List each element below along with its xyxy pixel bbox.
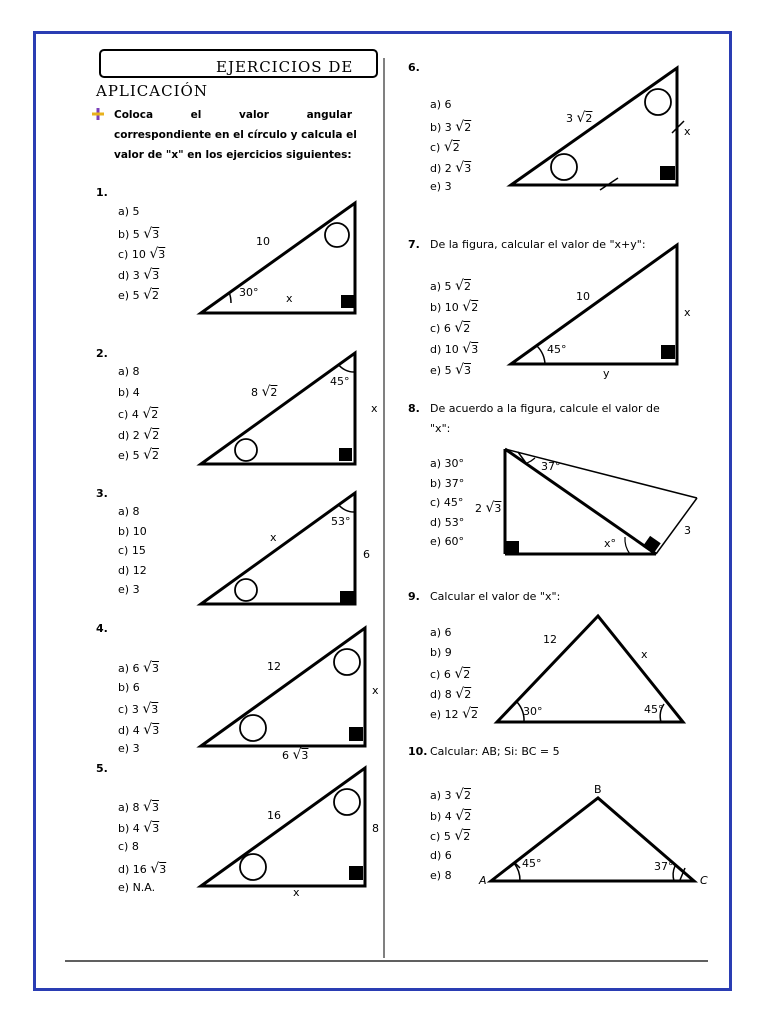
problem-number-7: 7.	[408, 238, 420, 251]
problem-number-8: 8.	[408, 402, 420, 415]
problem-number-2: 2.	[96, 347, 108, 360]
problem-number-10: 10.	[408, 745, 428, 758]
option-p2-d: d) 2 √2	[118, 426, 160, 443]
option-p5-e: e) N.A.	[118, 881, 156, 894]
instruction-line-1: Coloca el valor angular	[114, 109, 352, 121]
option-p9-a: a) 6	[430, 626, 452, 639]
option-p6-e: e) 3	[430, 180, 452, 193]
problem-number-4: 4.	[96, 622, 108, 635]
problem-number-5: 5.	[96, 762, 108, 775]
option-p7-b: b) 10 √2	[430, 299, 479, 315]
option-p7-a: a) 5 √2	[430, 278, 471, 294]
p5-hyp-label: 16	[267, 809, 281, 822]
problem-number-3: 3.	[96, 487, 108, 500]
p7-base-label: y	[603, 367, 610, 380]
option-p9-e: e) 12 √2	[430, 706, 478, 722]
option-p3-d: d) 12	[118, 563, 147, 577]
problem-number-9: 9.	[408, 590, 420, 603]
p4-hyp-label: 12	[267, 660, 281, 673]
option-p6-c: c) √2	[430, 139, 460, 155]
option-p2-c: c) 4 √2	[118, 406, 159, 422]
option-p5-b: b) 4 √3	[118, 819, 160, 836]
option-p1-a: a) 5	[118, 205, 140, 218]
triangle-4	[201, 628, 365, 746]
option-p7-d: d) 10 √3	[430, 341, 479, 357]
triangle-7	[511, 245, 677, 364]
option-p4-a: a) 6 √3	[118, 660, 159, 676]
triangle-5	[201, 768, 365, 886]
question-8-line-2: "x":	[430, 422, 451, 435]
question-8-line-1: De acuerdo a la figura, calcule el valor de	[430, 402, 660, 415]
option-p9-d: d) 8 √2	[430, 686, 472, 702]
bullet-icon	[92, 108, 104, 120]
p10-angle-c: 37°	[654, 860, 674, 873]
figure-8	[505, 449, 697, 554]
problem-number-1: 1.	[96, 186, 108, 199]
option-p8-b: b) 37°	[430, 476, 465, 490]
p3-hyp-label: x	[270, 531, 277, 544]
p4-side-label: x	[372, 684, 379, 697]
option-p3-a: a) 8	[118, 505, 140, 518]
option-p4-e: e) 3	[118, 742, 140, 755]
option-p7-c: c) 6 √2	[430, 320, 471, 336]
p3-side-label: 6	[363, 548, 370, 561]
option-p10-c: c) 5 √2	[430, 828, 471, 844]
option-p5-a: a) 8 √3	[118, 799, 159, 815]
p3-angle-label: 53°	[331, 515, 351, 528]
p8-right-side-label: 3	[684, 524, 691, 537]
option-p6-d: d) 2 √3	[430, 159, 472, 176]
p8-bottom-angle-label: x°	[604, 537, 617, 550]
option-p1-c: c) 10 √3	[118, 246, 166, 262]
triangle-1	[201, 203, 355, 313]
p10-vertex-c: C	[700, 874, 708, 887]
option-p2-b: b) 4	[118, 385, 140, 399]
option-p8-e: e) 60°	[430, 535, 465, 548]
triangle-3	[201, 493, 355, 604]
p2-hyp-label: 8 √2	[251, 384, 278, 400]
option-p5-d: d) 16 √3	[118, 860, 167, 877]
option-p3-c: c) 15	[118, 544, 146, 557]
p4-base-label: 6 √3	[282, 747, 309, 763]
p9-right-side-label: x	[641, 648, 648, 661]
option-p8-d: d) 53°	[430, 515, 465, 529]
p2-side-label: x	[371, 402, 378, 415]
option-p4-c: c) 3 √3	[118, 701, 159, 717]
page-title: EJERCICIOS DE	[216, 58, 354, 76]
p5-base-label: x	[293, 886, 300, 899]
option-p1-b: b) 5 √3	[118, 225, 160, 242]
instruction-line-2: correspondiente en el círculo y calcula el	[114, 129, 357, 141]
p5-side-label: 8	[372, 822, 379, 835]
p10-vertex-a: A	[479, 874, 487, 887]
p10-vertex-b: B	[594, 783, 602, 796]
p7-angle-label: 45°	[547, 343, 567, 356]
option-p3-b: b) 10	[118, 524, 147, 538]
option-p5-c: c) 8	[118, 840, 139, 853]
p6-side-label: x	[684, 125, 691, 138]
option-p4-d: d) 4 √3	[118, 721, 160, 738]
page-title-continued: APLICACIÓN	[96, 82, 208, 100]
option-p1-d: d) 3 √3	[118, 266, 160, 283]
problem-number-6: 6.	[408, 61, 420, 74]
p7-side-label: x	[684, 306, 691, 319]
p8-top-angle-label: 37°	[541, 460, 561, 473]
option-p10-a: a) 3 √2	[430, 787, 471, 803]
option-p6-b: b) 3 √2	[430, 118, 472, 135]
p1-base-label: x	[286, 292, 293, 305]
option-p1-e: e) 5 √2	[118, 287, 159, 303]
option-p4-b: b) 6	[118, 680, 140, 694]
option-p9-b: b) 9	[430, 646, 452, 659]
option-p10-e: e) 8	[430, 869, 452, 882]
instruction-line-3: valor de "x" en los ejercicios siguientes:	[114, 149, 352, 161]
p1-hyp-label: 10	[256, 235, 270, 248]
p2-angle-label: 45°	[330, 375, 350, 388]
p9-left-side-label: 12	[543, 633, 557, 646]
triangle-2	[201, 353, 355, 464]
option-p10-d: d) 6	[430, 848, 452, 862]
option-p6-a: a) 6	[430, 98, 452, 111]
question-9: Calcular el valor de "x":	[430, 590, 561, 603]
option-p3-e: e) 3	[118, 583, 140, 596]
option-p8-a: a) 30°	[430, 457, 465, 470]
option-p9-c: c) 6 √2	[430, 666, 471, 682]
option-p7-e: e) 5 √3	[430, 362, 471, 378]
option-p2-e: e) 5 √2	[118, 447, 159, 463]
p6-hyp-label: 3 √2	[566, 110, 593, 126]
question-7: De la figura, calcular el valor de "x+y":	[430, 238, 646, 251]
p9-left-angle-label: 30°	[523, 705, 543, 718]
option-p2-a: a) 8	[118, 365, 140, 378]
p9-right-angle-label: 45°	[644, 703, 664, 716]
p8-left-label: 2 √3	[475, 500, 502, 516]
p7-hyp-label: 10	[576, 290, 590, 303]
triangle-6	[511, 68, 684, 190]
option-p10-b: b) 4 √2	[430, 807, 472, 824]
question-10: Calcular: AB; Si: BC = 5	[430, 745, 560, 758]
option-p8-c: c) 45°	[430, 496, 464, 509]
p10-angle-a: 45°	[522, 857, 542, 870]
p1-angle-label: 30°	[239, 286, 259, 299]
